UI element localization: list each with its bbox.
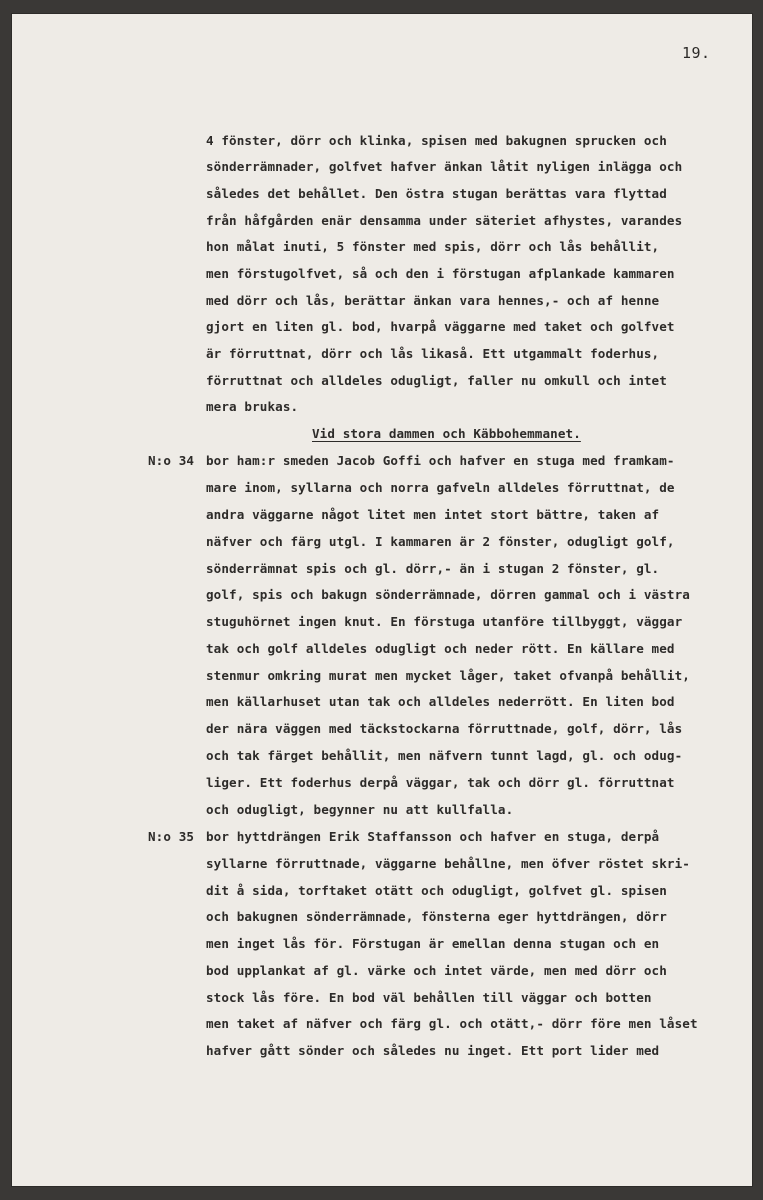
text-line: andra väggarne något litet men intet stort bättre, taken af	[206, 507, 660, 522]
text-line: mera brukas.	[206, 399, 299, 414]
text-line: hafver gått sönder och således nu inget. Ett port lider med	[206, 1043, 660, 1058]
text-line: sönderrämnat spis och gl. dörr,- än i stugan 2 fönster, gl.	[206, 561, 660, 576]
text-line: syllarne förruttnade, väggarne behållne, men öfver röstet skri-	[206, 856, 690, 871]
text-line: 4 fönster, dörr och klinka, spisen med bakugnen sprucken och	[206, 133, 667, 148]
text-line: således det behållet. Den östra stugan berättas vara flyttad	[206, 186, 667, 201]
text-line: liger. Ett foderhus derpå väggar, tak och dörr gl. förruttnat	[206, 775, 675, 790]
text-line: bor ham:r smeden Jacob Goffi och hafver en stuga med framkam-	[206, 453, 675, 468]
text-line: är förruttnat, dörr och lås likaså. Ett utgammalt foderhus,	[206, 346, 660, 361]
text-line: från håfgården enär densamma under säteriet afhystes, varandes	[206, 213, 683, 228]
text-line: bod upplankat af gl. värke och intet värde, men med dörr och	[206, 963, 667, 978]
text-line: med dörr och lås, berättar änkan vara hennes,- och af henne	[206, 293, 660, 308]
text-line: der nära väggen med täckstockarna förruttnade, golf, dörr, lås	[206, 721, 683, 736]
text-line: och tak färget behållit, men näfvern tunnt lagd, gl. och odug-	[206, 748, 683, 763]
text-line: men taket af näfver och färg gl. och otätt,- dörr före men låset	[206, 1016, 698, 1031]
text-line: bor hyttdrängen Erik Staffansson och hafver en stuga, derpå	[206, 829, 660, 844]
text-line: men förstugolfvet, så och den i förstugan afplankade kammaren	[206, 266, 675, 281]
text-line: dit å sida, torftaket otätt och odugligt, golfvet gl. spisen	[206, 883, 667, 898]
page-number: 19.	[682, 44, 711, 62]
text-line: hon målat inuti, 5 fönster med spis, dörr och lås behållit,	[206, 239, 660, 254]
text-line: näfver och färg utgl. I kammaren är 2 fönster, odugligt golf,	[206, 534, 675, 549]
document-page	[12, 14, 752, 1186]
text-line: golf, spis och bakugn sönderrämnade, dörren gammal och i västra	[206, 587, 690, 602]
text-line: stenmur omkring murat men mycket låger, taket ofvanpå behållit,	[206, 668, 690, 683]
text-line: och odugligt, begynner nu att kullfalla.	[206, 802, 514, 817]
entry-number: N:o 34	[148, 453, 195, 468]
text-line: stock lås före. En bod väl behållen till väggar och botten	[206, 990, 652, 1005]
text-line: mare inom, syllarna och norra gafveln alldeles förruttnat, de	[206, 480, 675, 495]
text-line: tak och golf alldeles odugligt och neder rött. En källare med	[206, 641, 675, 656]
section-heading: Vid stora dammen och Käbbohemmanet.	[312, 426, 581, 441]
entry-number: N:o 35	[148, 829, 195, 844]
text-line: men inget lås för. Förstugan är emellan denna stugan och en	[206, 936, 660, 951]
text-line: sönderrämnader, golfvet hafver änkan låtit nyligen inlägga och	[206, 159, 683, 174]
text-line: förruttnat och alldeles odugligt, faller nu omkull och intet	[206, 373, 667, 388]
text-line: och bakugnen sönderrämnade, fönsterna eger hyttdrängen, dörr	[206, 909, 667, 924]
text-line: gjort en liten gl. bod, hvarpå väggarne med taket och golfvet	[206, 319, 675, 334]
text-line: men källarhuset utan tak och alldeles nederrött. En liten bod	[206, 694, 675, 709]
text-line: stuguhörnet ingen knut. En förstuga utanföre tillbyggt, väggar	[206, 614, 683, 629]
